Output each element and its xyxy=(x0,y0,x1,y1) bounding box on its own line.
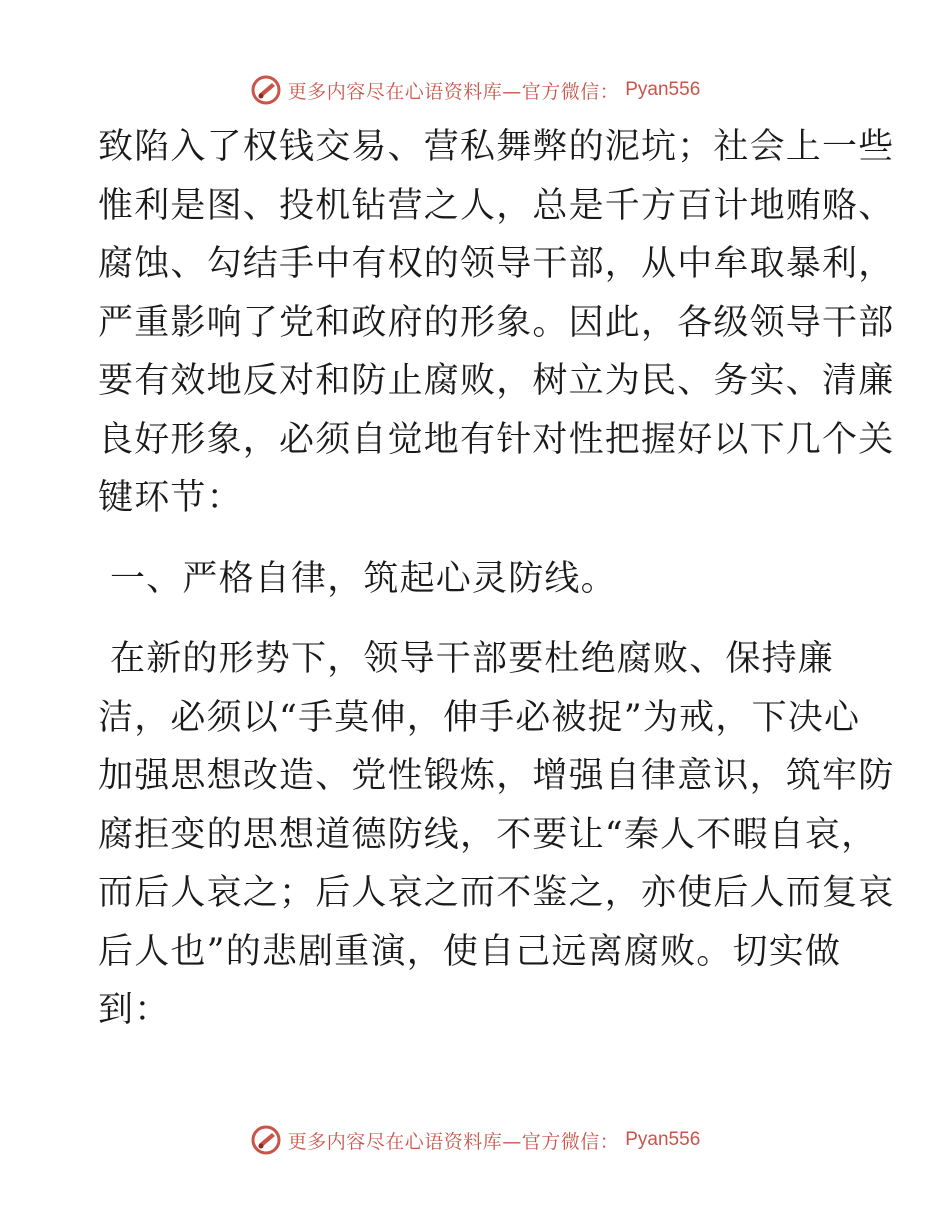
text-line: 良好形象，必须自觉地有针对性把握好以下几个关 xyxy=(98,419,895,460)
text-line: 腐拒变的思想道德防线，不要让“秦人不暇自哀， xyxy=(98,814,878,855)
text-line: 要有效地反对和防止腐败，树立为民、务实、清廉 xyxy=(98,361,895,401)
text-line: 致陷入了权钱交易、营私舞弊的泥坑；社会上一些 xyxy=(98,127,895,167)
text-line: 后人也”的悲剧重演，使自己远离腐败。切实做 xyxy=(98,931,842,972)
footer-watermark xyxy=(0,1122,950,1158)
header-watermark xyxy=(0,72,950,108)
logo-icon xyxy=(250,74,282,106)
watermark-handle: Pyan556 xyxy=(625,1129,701,1150)
watermark-handle: Pyan556 xyxy=(625,79,701,100)
watermark-text: 更多内容尽在心语资料库—官方微信： xyxy=(287,80,620,103)
text-line: 严重影响了党和政府的形象。因此，各级领导干部 xyxy=(98,302,895,343)
text-line: 洁，必须以“手莫伸，伸手必被捉”为戒，下决心 xyxy=(98,697,861,738)
text-line: 惟利是图、投机钻营之人，总是千方百计地贿赂、 xyxy=(98,185,895,226)
text-line: 腐蚀、勾结手中有权的领导干部，从中牟取暴利， xyxy=(98,244,895,284)
text-line: 加强思想改造、党性锻炼，增强自律意识，筑牢防 xyxy=(98,756,895,796)
text-line: 在新的形势下，领导干部要杜绝腐败、保持廉 xyxy=(110,639,835,679)
logo-icon xyxy=(250,1124,282,1156)
watermark-text: 更多内容尽在心语资料库—官方微信： xyxy=(287,1130,620,1153)
paragraph xyxy=(98,118,895,528)
paragraph xyxy=(98,630,895,1040)
text-line: 而后人哀之；后人哀之而不鉴之，亦使后人而复哀 xyxy=(98,873,895,913)
section-heading: 一、严格自律，筑起心灵防线。 xyxy=(110,558,617,599)
text-line: 键环节： xyxy=(98,478,243,518)
document-body xyxy=(98,118,895,1040)
text-line: 到： xyxy=(98,990,171,1030)
